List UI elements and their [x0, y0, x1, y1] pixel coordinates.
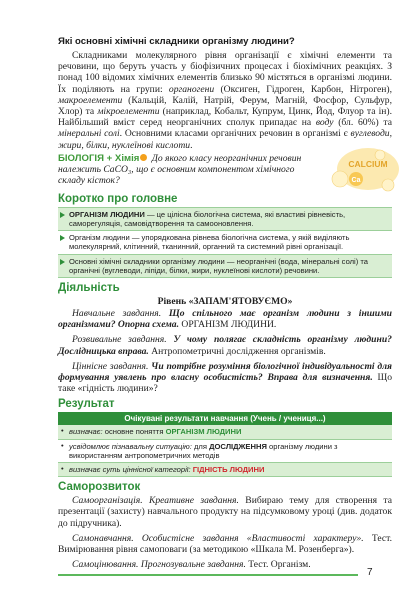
page-content	[58, 36, 392, 571]
bio-chem-question: БІОЛОГІЯ + Хімія До якого класу неорганічних речовин належить CaCO₃, що є основним компонентом хімічного складу кісток?	[58, 152, 302, 186]
results-table	[58, 412, 392, 477]
calcium-illustration	[318, 145, 400, 195]
developing-task: Розвивальне завдання. У чому полягає складність організму людини? Дослідницька вправа. Антропометричні дослідження організмів.	[58, 334, 392, 357]
table-row: • визначає суть ціннісної категорії: ГІДНІСТЬ ЛЮДИНИ	[58, 463, 392, 477]
self-assessment: Самоцінювання. Прогнозувальне завдання. Тест. Організм.	[72, 559, 311, 571]
summary-list	[58, 207, 392, 278]
result-heading: Результат	[58, 398, 115, 411]
interdisciplinary-box	[58, 153, 392, 189]
value-task: Ціннісне завдання. Чи потрібне розуміння біологічної індивідуальності для формування уявлень про власну особистість? Вправа для визначення. Що таке «гідність людини»?	[58, 360, 392, 395]
learning-task: Навчальне завдання. Що спільного має організм людини з іншими організмами? Опорна схема. ОРГАНІЗМ ЛЮДИНИ.	[58, 308, 393, 331]
summary-heading: Коротко про головне	[58, 192, 178, 205]
list-item: Організм людини — упорядкована рівнева біологічна система, у якій виділяють молекулярний, клітинний, тканинний, органний та системний рівні організації.	[58, 231, 392, 254]
self-learning: Самонавчання. Особистісне завдання «Властивості характеру». Тест. Вимірювання рівня самоповаги (за методикою «Шкала М. Розенберга»).	[58, 532, 392, 556]
results-table-header: Очікувані результати навчання (Учень / учениця...)	[58, 412, 392, 425]
orange-dot-icon	[140, 154, 147, 161]
footer-line	[58, 574, 358, 576]
selfdev-heading: Саморозвиток	[58, 481, 141, 494]
calcium-word: CALCIUM	[348, 158, 388, 169]
ca-symbol: Ca	[351, 176, 361, 184]
activity-heading: Діяльність	[58, 282, 120, 295]
self-organization: Самоорганізація. Креативне завдання. Вибираю тему для створення та презентації (захисту) навчального продукту на підсумковому уроці (див. додаток до підручника).	[58, 495, 393, 529]
question-heading: Які основні хімічні складники організму людини?	[58, 36, 295, 47]
chemical-composition-paragraph: Складниками молекулярного рівня організації є хімічні елементи та речовини, що беруть участь у біофізичних процесах і біохімічних реакціях. З понад 100 відомих хімічних елементів близько 90 містяться в організмі людини. Їх поділяють на групи: органогени (Оксиген, Гідроген, Карбон, Нітроген), макроелементи (Кальцій, Калій, Натрій, Ферум, Магній, Фосфор, Сульфур, Хлор) та мікроелементи (наприклад, Кобальт, Купрум, Цинк, Йод, Флуор та ін). Найбільший вміст серед неорганічних сполук припадає на воду (бл. 60%) та мінеральні солі. Основними класами органічних речовин в організмі є вуглеводи, жири, білки, нуклеїнові кислоти.	[58, 50, 393, 151]
list-item: ОРГАНІЗМ ЛЮДИНИ — це цілісна біологічна система, які властиві рівневість, саморегуляція, самовідтворення та самооновлення.	[58, 208, 392, 231]
list-item: Основні хімічні складники організму людини — неорганічні (вода, мінеральні солі) та органічні (вуглеводи, ліпіди, білки, жири, нуклеїнові кислоти) речовини.	[58, 255, 392, 278]
table-row: • усвідомлює пізнавальну ситуацію: для ДОСЛІДЖЕННЯ організму людини з використанням антропометричних методів	[58, 439, 392, 462]
table-row: • визначає: основне поняття ОРГАНІЗМ ЛЮДИНИ	[58, 425, 392, 439]
level-title: Рівень «ЗАПАМ'ЯТОВУЄМО»	[157, 296, 293, 308]
page-number: 7	[367, 567, 373, 578]
